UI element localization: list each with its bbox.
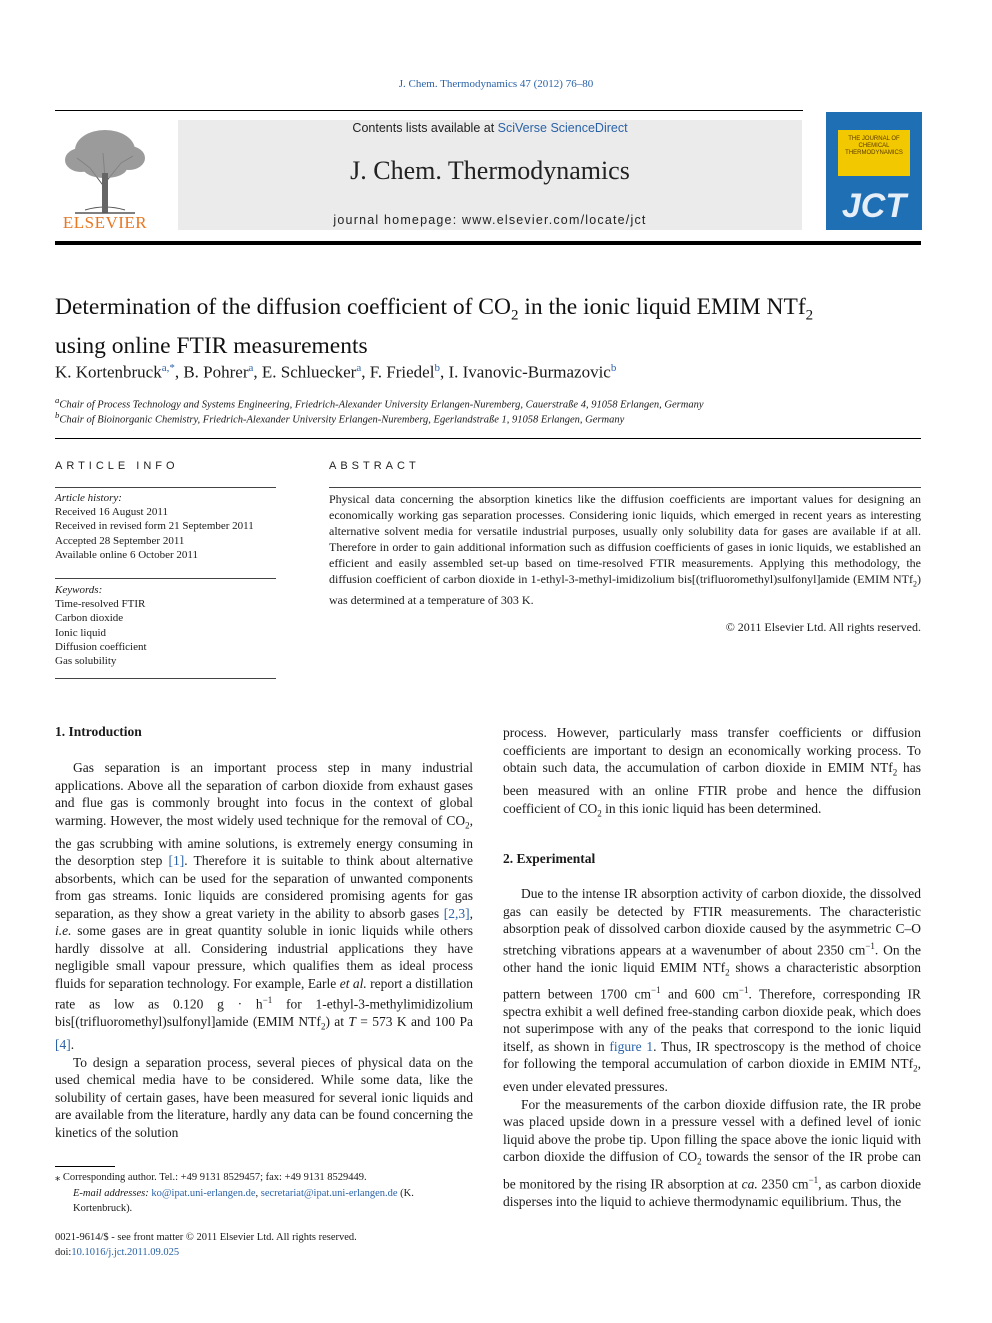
author[interactable]: E. Schluecker: [261, 362, 357, 382]
paragraph: Gas separation is an important process step in many industrial applications. Above all the separation of carbon dioxide from exhaust gases and flue gas is commonly brought into focus in the context of global warming. However, the most widely used technique for the removal of $CO_2$, the gas scrubbing with amine solutions, is extremely energy consuming in the desorption step [1]. Therefore it is suitable to think about alternative absorbents, which can be used for the separation of unwanted components from gas streams. Ionic liquids are considered promising agents for gas separation, as they show a great variety in the ability to absorb gases [2,3], i.e. some gases are in great quantity soluble in ionic liquids while others hardly dissolve at all. Considering industrial applications they have negligible small vapour pressure, which qualifies them as ideal process fluids for separation technology. For example, Earle et al. report a distillation rate as low as 0.120 $g \cdot h^{-1}$ for 1-ethyl-3-methylimidizolium bis[(trifluoromethyl)sulfonyl]amide (EMIM NTf$_2$) at T = 573 K and 100 Pa [4].: [55, 760, 474, 1053]
abstract-rule: [329, 487, 921, 488]
author-list: K. Kortenbruck$^{a,*}$, B. Pohrer$^a$, E. Schluecker$^a$, F. Friedel$^b$, I. Ivanovic-Burmazovic$^b$: [55, 362, 617, 382]
keywords-list: Keywords: Time-resolved FTIR Carbon dioxide Ionic liquid Diffusion coefficient Gas solubility: [55, 583, 285, 668]
paragraph: process. However, particularly mass transfer coefficients or diffusion coefficients are important to design an economically working process. To obtain such data, the accumulation of carbon dioxide in EMIM NTf$_2$ has been measured with an online FTIR probe and hence the diffusion coefficient of $CO_2$ in this ionic liquid has been determined.: [503, 725, 921, 819]
issn-line: 0021-9614/$ - see front matter © 2011 Elsevier Ltd. All rights reserved.: [55, 1232, 357, 1243]
experimental-text: [503, 885, 921, 1210]
keyword: Carbon dioxide: [55, 612, 124, 625]
article-info-heading: ARTICLE INFO: [55, 460, 179, 472]
keyword: Diffusion coefficient: [55, 640, 147, 653]
abstract-text: Physical data concerning the absorption kinetics like the diffusion coefficients are important values for designing an economically working gas separation processes. Considering ionic liquids, which emerged in recent years as interesting alternative solvent media for versatile industrial purposes, usually only solubility data for gases are available if at all. Therefore in order to gain additional information such as diffusion coefficients of gases in ionic liquids, we established an efficient and easily assembled set-up based on time-resolved FTIR measurements. Applying this methodology, the diffusion coefficient of carbon dioxide in 1-ethyl-3-methyl-imidizolium bis[(trifluoromethyl)sulfonyl]amide (EMIM NTf$_2$) was determined at a temperature of 303 K.: [329, 492, 921, 608]
article-title: Determination of the diffusion coefficient of $CO_2$ in the ionic liquid EMIM NTf$_2$ using online FTIR measurements: [55, 294, 814, 359]
keywords-rule: [55, 678, 276, 679]
keyword: Time-resolved FTIR: [55, 598, 146, 611]
introduction-text: [55, 759, 473, 1141]
journal-cover-image[interactable]: THE JOURNAL OF CHEMICAL THERMODYNAMICS JCT: [826, 112, 922, 230]
doi-link[interactable]: 10.1016/j.jct.2011.09.025: [71, 1247, 180, 1258]
ref-link[interactable]: [4]: [55, 1037, 71, 1053]
paragraph: To design a separation process, several pieces of physical data on the used chemical media have to be considered. While some data, like the solubility of certain gases, have been measured for several ionic liquids and are available from the literature, hardly any data can be found concerning the kinetics of the solution: [55, 1054, 473, 1140]
experimental-heading: 2. Experimental: [503, 851, 596, 866]
email-link[interactable]: secretariat@ipat.uni-erlangen.de: [260, 1188, 398, 1199]
affiliation-rule: [55, 438, 921, 439]
affiliation-a: $^a$Chair of Process Technology and Systems Engineering, Friedrich-Alexander University Erlangen-Nuremberg, Cauerstraße 4, 91058 Erlangen, Germany: [55, 395, 704, 411]
author[interactable]: K. Kortenbruck: [55, 362, 162, 382]
journal-name: J. Chem. Thermodynamics: [350, 156, 630, 185]
right-column-text: [503, 724, 921, 823]
journal-homepage[interactable]: journal homepage: www.elsevier.com/locate/jct: [333, 213, 647, 227]
author[interactable]: I. Ivanovic-Burmazovic: [448, 362, 611, 382]
article-info-rule: [55, 487, 276, 488]
header-rule: [55, 110, 803, 111]
paragraph: Due to the intense IR absorption activity of carbon dioxide, the dissolved gas can easily be detected by FTIR measurements. The characteristic absorption peak of dissolved carbon dioxide caused by the asymmetric C–O stretching vibrations appears at a wavenumber of about 2350 $cm^{-1}$. On the other hand the ionic liquid EMIM NTf$_2$ shows a characteristic absorption pattern between 1700 $cm^{-1}$ and 600 $cm^{-1}$. Therefore, corresponding IR spectra exhibit a well defined free-standing carbon dioxide peak, which does not superimpose with any of the peaks that correspond to the ionic liquid itself, as shown in figure 1. Thus, IR spectroscopy is the method of choice for following the temporal accumulation of carbon dioxide in EMIM NTf$_2$, even under elevated pressures.: [503, 886, 922, 1095]
author[interactable]: B. Pohrer: [183, 362, 249, 382]
cover-title-box: THE JOURNAL OF CHEMICAL THERMODYNAMICS: [838, 130, 910, 176]
affiliation-b: $^b$Chair of Bioinorganic Chemistry, Friedrich-Alexander University Erlangen-Nuremberg, Egerlandstraße 1, 91058 Erlangen, Germany: [55, 410, 625, 426]
corresponding-author-note: ⁎ Corresponding author. Tel.: +49 9131 8529457; fax: +49 9131 8529449.: [55, 1172, 367, 1183]
keyword: Ionic liquid: [55, 626, 107, 639]
doi-line: doi:10.1016/j.jct.2011.09.025: [55, 1247, 180, 1258]
ref-link[interactable]: [1]: [168, 853, 185, 869]
contents-line: Contents lists available at SciVerse ScienceDirect: [352, 121, 628, 135]
article-history: Article history: Received 16 August 2011 Received in revised form 21 September 2011 Accepted 28 September 2011 Available online 6 October 2011: [55, 492, 254, 561]
email-note: E-mail addresses: ko@ipat.uni-erlangen.de, secretariat@ipat.uni-erlangen.de (K. Kortenbruck).: [73, 1188, 414, 1214]
figure-link[interactable]: figure 1: [609, 1038, 654, 1054]
journal-banner: [178, 120, 802, 230]
paragraph: For the measurements of the carbon dioxide diffusion rate, the IR probe was placed upside down in a pressure vessel with a defined level of ionic liquid above the probe tip. Upon filling the space above the ionic liquid with carbon dioxide the diffusion of $CO_2$ towards the sensor of the IR probe can be monitored by the rising IR absorption at ca. 2350 $cm^{-1}$, as carbon dioxide disperses into the liquid to achieve thermodynamic equilibrium. Thus, the: [503, 1096, 921, 1209]
history-rule: [55, 578, 276, 579]
email-link[interactable]: ko@ipat.uni-erlangen.de: [151, 1188, 256, 1199]
abstract-copyright: © 2011 Elsevier Ltd. All rights reserved.: [725, 620, 921, 634]
elsevier-wordmark: ELSEVIER: [62, 213, 148, 232]
header-thick-rule: [55, 241, 921, 245]
keyword: Gas solubility: [55, 655, 117, 668]
sciencedirect-link[interactable]: SciVerse ScienceDirect: [497, 121, 628, 135]
footnote-rule: [55, 1166, 115, 1167]
introduction-heading: 1. Introduction: [55, 724, 142, 739]
journal-citation[interactable]: J. Chem. Thermodynamics 47 (2012) 76–80: [398, 78, 594, 90]
author[interactable]: F. Friedel: [369, 362, 435, 382]
ref-link[interactable]: [2,3]: [443, 905, 470, 921]
abstract-heading: ABSTRACT: [329, 460, 420, 472]
